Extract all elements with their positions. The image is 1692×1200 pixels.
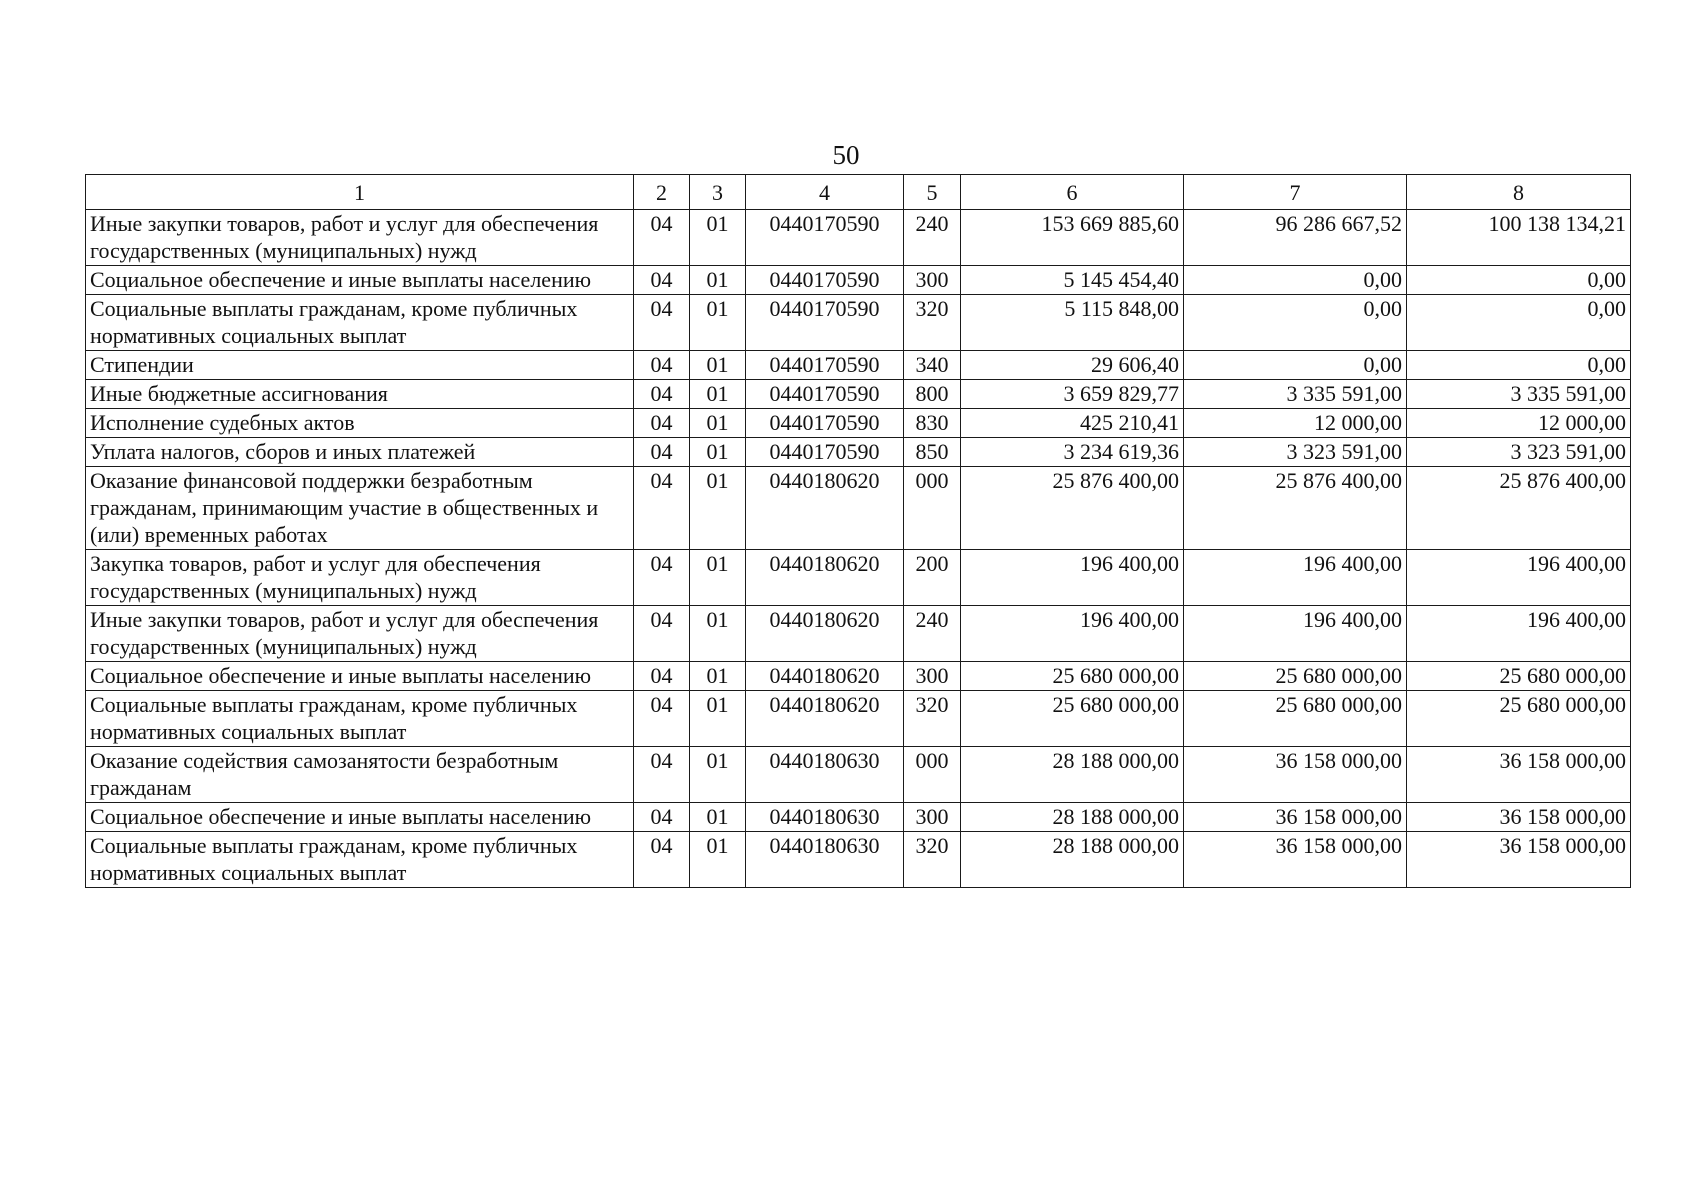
row-name-cell: Социальные выплаты гражданам, кроме публичных нормативных социальных выплат (86, 295, 634, 351)
row-expense-type-cell: 320 (904, 691, 961, 747)
row-subsection-cell: 01 (690, 747, 746, 803)
row-section-cell: 04 (634, 380, 690, 409)
table-row (86, 803, 1631, 832)
row-amount-col8-cell: 36 158 000,00 (1407, 832, 1631, 888)
row-section-cell: 04 (634, 803, 690, 832)
page-number: 50 (832, 140, 860, 170)
row-amount-col7-cell: 0,00 (1184, 266, 1407, 295)
row-amount-col6-cell: 28 188 000,00 (961, 832, 1184, 888)
row-subsection-cell: 01 (690, 832, 746, 888)
table-row (86, 467, 1631, 550)
row-name-cell: Иные бюджетные ассигнования (86, 380, 634, 409)
table-row (86, 438, 1631, 467)
budget-table (85, 174, 1631, 888)
table-row (86, 380, 1631, 409)
table-row (86, 606, 1631, 662)
row-amount-col6-cell: 25 876 400,00 (961, 467, 1184, 550)
row-amount-col8-cell: 0,00 (1407, 266, 1631, 295)
row-amount-col7-cell: 0,00 (1184, 351, 1407, 380)
row-amount-col7-cell: 3 335 591,00 (1184, 380, 1407, 409)
row-amount-col8-cell: 3 335 591,00 (1407, 380, 1631, 409)
row-name-cell: Социальное обеспечение и иные выплаты населению (86, 662, 634, 691)
row-expense-type-cell: 340 (904, 351, 961, 380)
row-name-cell: Социальное обеспечение и иные выплаты населению (86, 266, 634, 295)
row-amount-col6-cell: 3 659 829,77 (961, 380, 1184, 409)
header-cell-3: 3 (690, 175, 746, 210)
table-row (86, 662, 1631, 691)
row-section-cell: 04 (634, 662, 690, 691)
row-expense-type-cell: 300 (904, 662, 961, 691)
row-section-cell: 04 (634, 467, 690, 550)
row-name-cell: Социальные выплаты гражданам, кроме публичных нормативных социальных выплат (86, 691, 634, 747)
row-target-article-cell: 0440180630 (746, 832, 904, 888)
row-section-cell: 04 (634, 266, 690, 295)
header-cell-7: 7 (1184, 175, 1407, 210)
row-subsection-cell: 01 (690, 803, 746, 832)
row-amount-col8-cell: 12 000,00 (1407, 409, 1631, 438)
table-row (86, 747, 1631, 803)
row-subsection-cell: 01 (690, 691, 746, 747)
row-name-cell: Стипендии (86, 351, 634, 380)
row-section-cell: 04 (634, 550, 690, 606)
row-subsection-cell: 01 (690, 550, 746, 606)
row-name-cell: Оказание финансовой поддержки безработным гражданам, принимающим участие в общественных и (или) временных работах (86, 467, 634, 550)
table-header (86, 175, 1631, 210)
row-section-cell: 04 (634, 832, 690, 888)
row-amount-col7-cell: 96 286 667,52 (1184, 210, 1407, 266)
row-target-article-cell: 0440180620 (746, 606, 904, 662)
header-cell-8: 8 (1407, 175, 1631, 210)
row-amount-col7-cell: 36 158 000,00 (1184, 747, 1407, 803)
row-amount-col8-cell: 0,00 (1407, 295, 1631, 351)
row-amount-col7-cell: 3 323 591,00 (1184, 438, 1407, 467)
row-target-article-cell: 0440170590 (746, 266, 904, 295)
row-amount-col8-cell: 36 158 000,00 (1407, 803, 1631, 832)
row-name-cell: Социальное обеспечение и иные выплаты населению (86, 803, 634, 832)
header-cell-4: 4 (746, 175, 904, 210)
row-target-article-cell: 0440180620 (746, 662, 904, 691)
row-amount-col6-cell: 196 400,00 (961, 550, 1184, 606)
row-amount-col7-cell: 25 876 400,00 (1184, 467, 1407, 550)
row-amount-col8-cell: 25 876 400,00 (1407, 467, 1631, 550)
row-amount-col6-cell: 28 188 000,00 (961, 747, 1184, 803)
row-amount-col6-cell: 25 680 000,00 (961, 662, 1184, 691)
header-cell-6: 6 (961, 175, 1184, 210)
row-name-cell: Иные закупки товаров, работ и услуг для обеспечения государственных (муниципальных) нужд (86, 210, 634, 266)
row-target-article-cell: 0440170590 (746, 438, 904, 467)
row-target-article-cell: 0440170590 (746, 380, 904, 409)
row-name-cell: Исполнение судебных актов (86, 409, 634, 438)
row-amount-col8-cell: 196 400,00 (1407, 606, 1631, 662)
row-amount-col7-cell: 196 400,00 (1184, 606, 1407, 662)
row-amount-col8-cell: 25 680 000,00 (1407, 691, 1631, 747)
row-expense-type-cell: 300 (904, 803, 961, 832)
row-amount-col8-cell: 196 400,00 (1407, 550, 1631, 606)
row-expense-type-cell: 300 (904, 266, 961, 295)
row-expense-type-cell: 000 (904, 747, 961, 803)
row-target-article-cell: 0440180620 (746, 691, 904, 747)
row-name-cell: Иные закупки товаров, работ и услуг для обеспечения государственных (муниципальных) нужд (86, 606, 634, 662)
table-row (86, 210, 1631, 266)
row-subsection-cell: 01 (690, 606, 746, 662)
table-row (86, 691, 1631, 747)
row-expense-type-cell: 000 (904, 467, 961, 550)
row-target-article-cell: 0440170590 (746, 295, 904, 351)
row-name-cell: Оказание содействия самозанятости безработным гражданам (86, 747, 634, 803)
row-amount-col6-cell: 25 680 000,00 (961, 691, 1184, 747)
row-amount-col7-cell: 0,00 (1184, 295, 1407, 351)
row-amount-col6-cell: 29 606,40 (961, 351, 1184, 380)
row-subsection-cell: 01 (690, 467, 746, 550)
row-amount-col6-cell: 425 210,41 (961, 409, 1184, 438)
row-section-cell: 04 (634, 351, 690, 380)
row-expense-type-cell: 850 (904, 438, 961, 467)
row-subsection-cell: 01 (690, 662, 746, 691)
header-cell-5: 5 (904, 175, 961, 210)
row-name-cell: Уплата налогов, сборов и иных платежей (86, 438, 634, 467)
row-subsection-cell: 01 (690, 438, 746, 467)
row-target-article-cell: 0440170590 (746, 409, 904, 438)
row-target-article-cell: 0440180630 (746, 803, 904, 832)
row-expense-type-cell: 320 (904, 295, 961, 351)
row-section-cell: 04 (634, 210, 690, 266)
row-target-article-cell: 0440180620 (746, 550, 904, 606)
row-section-cell: 04 (634, 295, 690, 351)
row-amount-col7-cell: 25 680 000,00 (1184, 691, 1407, 747)
row-amount-col6-cell: 5 115 848,00 (961, 295, 1184, 351)
row-section-cell: 04 (634, 691, 690, 747)
row-amount-col8-cell: 25 680 000,00 (1407, 662, 1631, 691)
row-amount-col7-cell: 196 400,00 (1184, 550, 1407, 606)
header-cell-2: 2 (634, 175, 690, 210)
table-body (86, 210, 1631, 888)
row-subsection-cell: 01 (690, 351, 746, 380)
row-amount-col6-cell: 28 188 000,00 (961, 803, 1184, 832)
row-amount-col7-cell: 36 158 000,00 (1184, 803, 1407, 832)
row-amount-col7-cell: 25 680 000,00 (1184, 662, 1407, 691)
header-cell-1: 1 (86, 175, 634, 210)
row-section-cell: 04 (634, 438, 690, 467)
table-row (86, 550, 1631, 606)
row-expense-type-cell: 240 (904, 210, 961, 266)
row-expense-type-cell: 800 (904, 380, 961, 409)
table-row (86, 295, 1631, 351)
row-expense-type-cell: 200 (904, 550, 961, 606)
row-amount-col8-cell: 36 158 000,00 (1407, 747, 1631, 803)
row-subsection-cell: 01 (690, 295, 746, 351)
row-section-cell: 04 (634, 606, 690, 662)
row-amount-col7-cell: 12 000,00 (1184, 409, 1407, 438)
row-subsection-cell: 01 (690, 210, 746, 266)
row-subsection-cell: 01 (690, 266, 746, 295)
row-amount-col6-cell: 153 669 885,60 (961, 210, 1184, 266)
table-row (86, 351, 1631, 380)
row-expense-type-cell: 830 (904, 409, 961, 438)
table-row (86, 409, 1631, 438)
row-name-cell: Социальные выплаты гражданам, кроме публичных нормативных социальных выплат (86, 832, 634, 888)
row-amount-col8-cell: 0,00 (1407, 351, 1631, 380)
row-amount-col7-cell: 36 158 000,00 (1184, 832, 1407, 888)
row-section-cell: 04 (634, 409, 690, 438)
row-amount-col6-cell: 3 234 619,36 (961, 438, 1184, 467)
row-amount-col8-cell: 100 138 134,21 (1407, 210, 1631, 266)
row-section-cell: 04 (634, 747, 690, 803)
row-name-cell: Закупка товаров, работ и услуг для обеспечения государственных (муниципальных) нужд (86, 550, 634, 606)
row-subsection-cell: 01 (690, 380, 746, 409)
header-row (86, 175, 1631, 210)
row-amount-col6-cell: 5 145 454,40 (961, 266, 1184, 295)
row-target-article-cell: 0440180620 (746, 467, 904, 550)
row-subsection-cell: 01 (690, 409, 746, 438)
row-expense-type-cell: 320 (904, 832, 961, 888)
row-amount-col8-cell: 3 323 591,00 (1407, 438, 1631, 467)
row-target-article-cell: 0440180630 (746, 747, 904, 803)
table-row (86, 832, 1631, 888)
row-target-article-cell: 0440170590 (746, 210, 904, 266)
row-target-article-cell: 0440170590 (746, 351, 904, 380)
table-row (86, 266, 1631, 295)
row-amount-col6-cell: 196 400,00 (961, 606, 1184, 662)
row-expense-type-cell: 240 (904, 606, 961, 662)
